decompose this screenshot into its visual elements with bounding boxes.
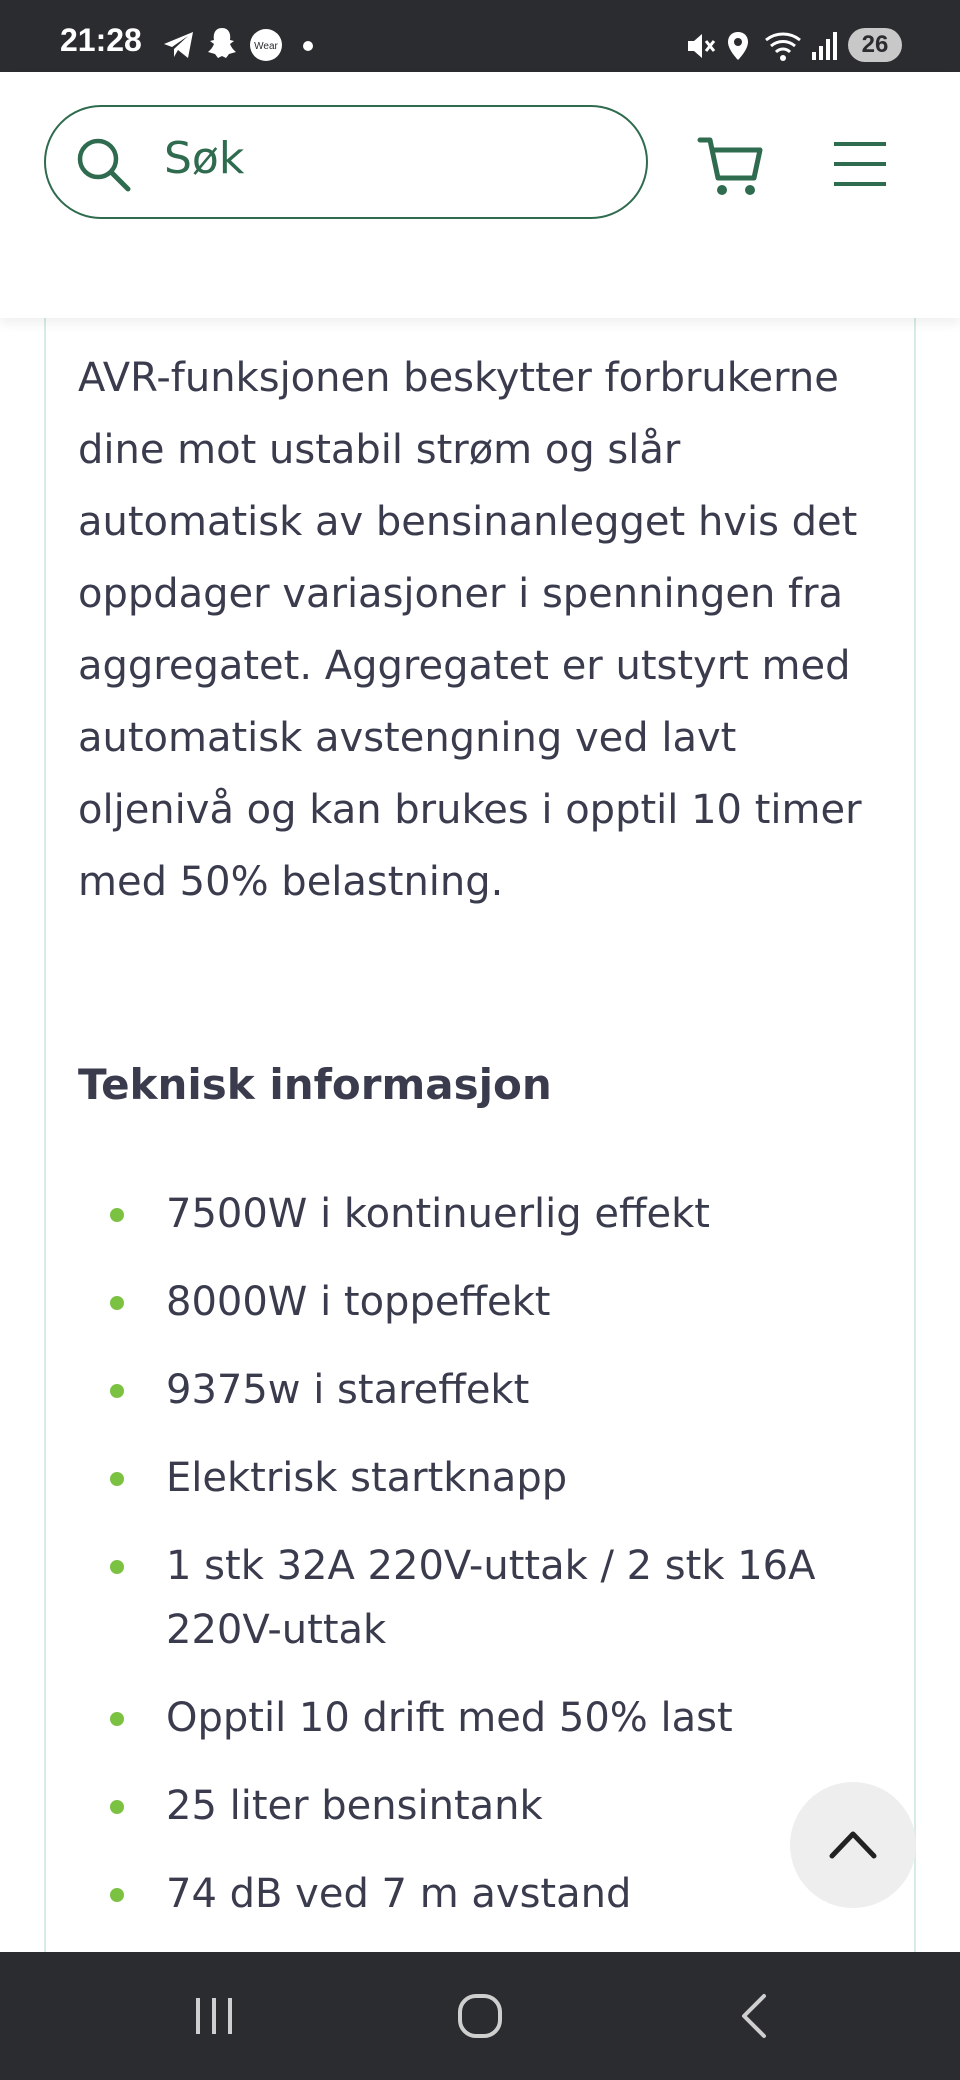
- spec-text: 25 liter bensintank: [166, 1783, 543, 1829]
- location-icon: [726, 30, 750, 62]
- snapchat-icon: [206, 26, 238, 60]
- spec-item: [78, 1534, 898, 1662]
- cart-button[interactable]: [696, 132, 766, 202]
- bullet-icon: [110, 1208, 124, 1222]
- technical-info-heading: Teknisk informasjon: [78, 1060, 552, 1109]
- bullet-icon: [110, 1888, 124, 1902]
- spec-item: [78, 1358, 898, 1422]
- spec-list: [78, 1182, 898, 1950]
- chevron-up-icon: [828, 1824, 878, 1864]
- bullet-icon: [110, 1560, 124, 1574]
- back-icon[interactable]: [736, 1992, 772, 2040]
- search-input[interactable]: [44, 105, 648, 219]
- product-description-text: AVR-funksjonen beskytter forbrukerne dine mot ustabil strøm og slår automatisk av bensinanlegget hvis det oppdager variasjoner i spenningen fra aggregatet. Aggregatet er utstyrt med automatisk avstengning ved lavt oljenivå og kan brukes i opptil 10 timer med 50% belastning.: [78, 355, 862, 905]
- bullet-icon: [110, 1384, 124, 1398]
- wifi-icon: [764, 30, 802, 62]
- dot-icon: [302, 40, 314, 52]
- bullet-icon: [110, 1800, 124, 1814]
- home-icon[interactable]: [456, 1992, 504, 2040]
- spec-text: 74 dB ved 7 m avstand: [166, 1871, 632, 1917]
- status-bar: [0, 0, 960, 72]
- mute-icon: [686, 32, 716, 60]
- spec-text: 1 stk 32A 220V-uttak / 2 stk 16A 220V-uttak: [166, 1543, 816, 1653]
- signal-icon: [810, 30, 838, 62]
- system-navigation-bar: [0, 1952, 960, 2080]
- menu-button[interactable]: [830, 134, 890, 194]
- bullet-icon: [110, 1712, 124, 1726]
- wear-icon: [248, 28, 284, 62]
- telegram-icon: [162, 30, 196, 60]
- site-header: [0, 72, 960, 318]
- hamburger-menu-icon: [830, 134, 890, 194]
- bullet-icon: [110, 1472, 124, 1486]
- spec-text: 8000W i toppeffekt: [166, 1279, 551, 1325]
- spec-item: [78, 1862, 898, 1926]
- search-placeholder: Søk: [164, 133, 245, 184]
- spec-item: [78, 1182, 898, 1246]
- spec-text: Elektrisk startknapp: [166, 1455, 568, 1501]
- spec-text: Opptil 10 drift med 50% last: [166, 1695, 733, 1741]
- status-time: 21:28: [60, 22, 142, 58]
- spec-item: [78, 1446, 898, 1510]
- spec-item: [78, 1686, 898, 1750]
- cart-icon: [696, 132, 766, 202]
- spec-item: [78, 1270, 898, 1334]
- scroll-to-top-button[interactable]: [790, 1782, 916, 1908]
- spec-text: 7500W i kontinuerlig effekt: [166, 1191, 710, 1237]
- recent-apps-icon[interactable]: [192, 1992, 236, 2040]
- spec-item: [78, 1774, 898, 1838]
- spec-text: 9375w i stareffekt: [166, 1367, 530, 1413]
- battery-badge: 26: [848, 28, 902, 62]
- bullet-icon: [110, 1296, 124, 1310]
- search-icon: [74, 135, 134, 195]
- wear-label: Wear: [254, 41, 278, 52]
